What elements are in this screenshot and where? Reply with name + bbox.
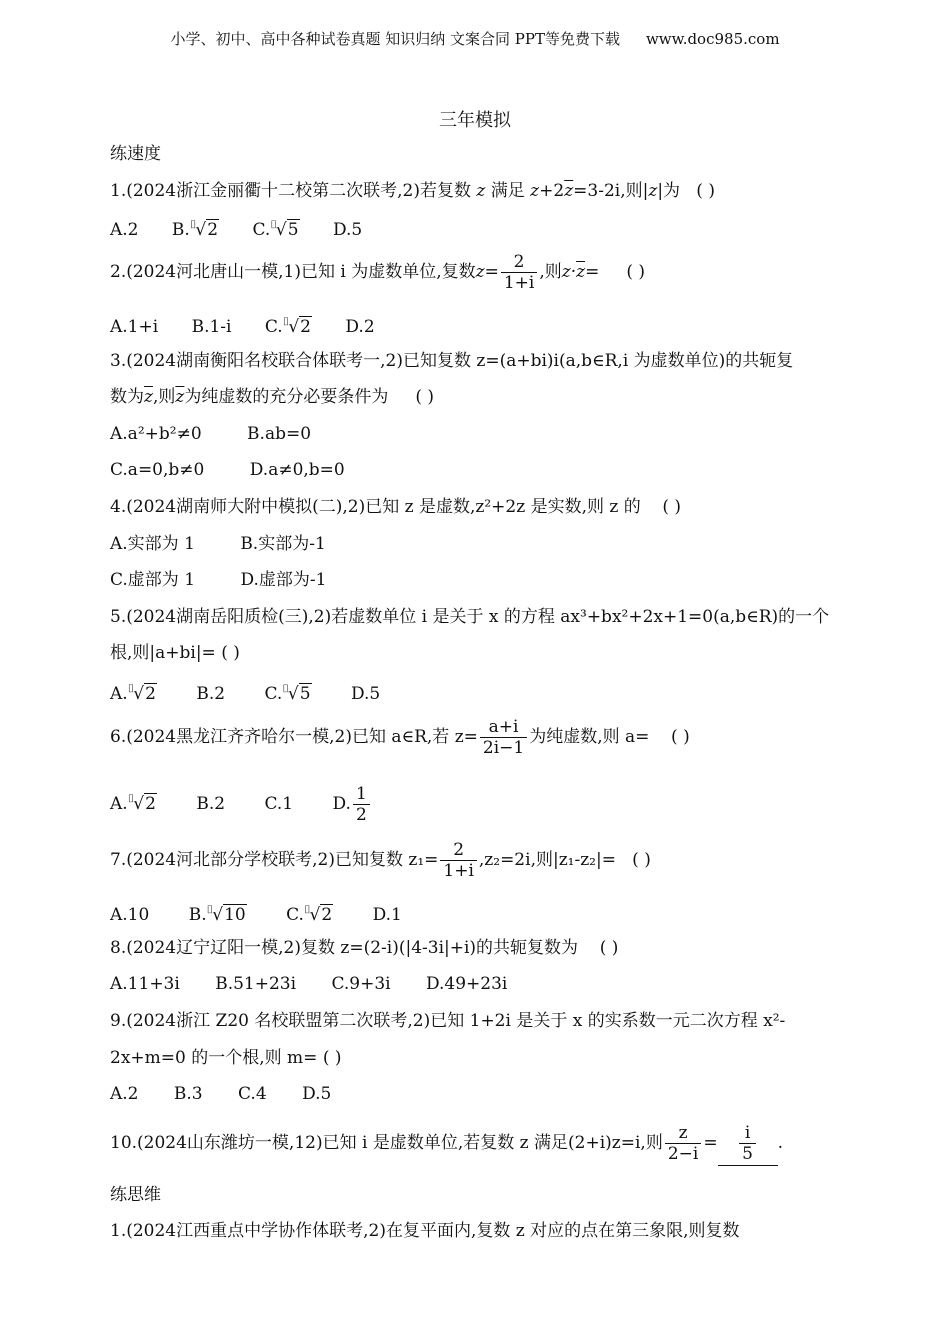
q10-answer-blank[interactable]: $\frac{i}{5}$	[718, 1121, 778, 1166]
q9-options	[110, 1083, 331, 1105]
q6-option-d[interactable]: D. $\frac{1}{2}$	[333, 782, 372, 826]
q7-option-d[interactable]: D.1	[372, 905, 402, 925]
q4-options-row1	[110, 533, 326, 555]
q3-option-b[interactable]: B.ab=0	[247, 424, 312, 444]
q4-option-a[interactable]: A.实部为 1	[110, 534, 195, 554]
q6-paren: ( )	[671, 727, 690, 747]
q3-line2: 数为$\overline{z}$,则$\overline{z}$为纯虚数的充分必要条件为 ( )	[110, 387, 435, 407]
q3-option-d[interactable]: D.a≠0,b=0	[249, 460, 345, 480]
q4-option-c[interactable]: C.虚部为 1	[110, 570, 196, 590]
q3-options-row2	[110, 459, 345, 481]
page-title: 三年模拟	[439, 110, 511, 131]
q6-option-c[interactable]: C.1	[264, 794, 294, 814]
q6-option-a[interactable]: A.⌷√2	[110, 792, 156, 814]
q9-paren: ( )	[322, 1048, 342, 1068]
q8-paren: ( )	[599, 938, 619, 958]
q1-paren: ( )	[696, 181, 715, 201]
q9-line1: 9.(2024浙江 Z20 名校联盟第二次联考,2)已知 1+2i 是关于 x 的实系数一元二次方程 x²-	[110, 1011, 786, 1031]
q5-option-b[interactable]: B.2	[196, 684, 226, 704]
q10-stem: 10.(2024山东潍坊一模,12)已知 i 是虚数单位,若复数 z 满足(2+i)z=i,则 $\frac{z}{2-i}$ = $\frac{i}{5}$ .	[110, 1123, 783, 1164]
q6-fraction: $\frac{a+i}{2i-1}$	[480, 717, 527, 758]
q7-option-c[interactable]: C.⌷√2	[286, 903, 333, 925]
q6-option-b[interactable]: B.2	[196, 794, 226, 814]
q1-stem: 1.(2024浙江金丽衢十二校第二次联考,2)若复数 z 满足 $z+2\overline{z}=3-2i$,则|z|为 ( )	[110, 181, 715, 201]
q4-options-row2	[110, 569, 326, 591]
q2-options	[110, 311, 375, 338]
section-speed: 练速度	[110, 144, 161, 164]
q9-option-d[interactable]: D.5	[302, 1084, 332, 1104]
q7-option-b[interactable]: B.⌷√10	[188, 903, 246, 925]
q1-options	[110, 214, 362, 241]
q8-option-c[interactable]: C.9+3i	[331, 974, 391, 994]
header-text: 小学、初中、高中各种试卷真题 知识归纳 文案合同 PPT等免费下载	[170, 30, 620, 48]
q3-options-row1	[110, 423, 311, 445]
q1-option-b[interactable]: B.⌷√2	[171, 218, 219, 240]
q7-options	[110, 899, 402, 926]
q7-stem: 7.(2024河北部分学校联考,2)已知复数 z₁= $\frac{2}{1+i}$ ,z₂=2i,则|z₁-z₂|= ( )	[110, 840, 651, 881]
section-thinking: 练思维	[110, 1185, 161, 1205]
q3-line1: 3.(2024湖南衡阳名校联合体联考一,2)已知复数 z=(a+bi)i(a,b∈R,i 为虚数单位)的共轭复	[110, 351, 794, 371]
q10-fraction: $\frac{z}{2-i}$	[665, 1123, 702, 1164]
q5-option-a[interactable]: A.⌷√2	[110, 682, 156, 704]
q2-fraction: $\frac{2}{1+i}$	[501, 252, 538, 293]
q9-line2: 2x+m=0 的一个根,则 m= ( )	[110, 1048, 342, 1068]
q6-stem: 6.(2024黑龙江齐齐哈尔一模,2)已知 a∈R,若 z= $\frac{a+i}{2i-1}$ 为纯虚数,则 a= ( )	[110, 717, 690, 758]
q8-stem: 8.(2024辽宁辽阳一模,2)复数 z=(2-i)(|4-3i|+i)的共轭复数为 ( )	[110, 938, 619, 958]
q7-fraction: $\frac{2}{1+i}$	[440, 840, 477, 881]
q2-paren: ( )	[626, 262, 646, 282]
q2-option-a[interactable]: A.1+i	[110, 317, 159, 337]
q7-paren: ( )	[632, 850, 651, 870]
q5-line1: 5.(2024湖南岳阳质检(三),2)若虚数单位 i 是关于 x 的方程 ax³+bx²+2x+1=0(a,b∈R)的一个	[110, 607, 830, 627]
q4-paren: ( )	[662, 497, 682, 517]
q8-option-d[interactable]: D.49+23i	[426, 974, 508, 994]
q2-option-d[interactable]: D.2	[345, 317, 375, 337]
q1-option-d[interactable]: D.5	[333, 220, 363, 240]
q4-option-b[interactable]: B.实部为-1	[240, 534, 326, 554]
q5-option-d[interactable]: D.5	[351, 684, 381, 704]
q1-option-c[interactable]: C.⌷√5	[252, 218, 299, 240]
q9-option-b[interactable]: B.3	[173, 1084, 203, 1104]
q8-options	[110, 973, 507, 995]
page-header	[0, 28, 950, 49]
q7-option-a[interactable]: A.10	[110, 905, 150, 925]
q8-option-b[interactable]: B.51+23i	[215, 974, 297, 994]
q5-option-c[interactable]: C.⌷√5	[264, 682, 311, 704]
t1-line1: 1.(2024江西重点中学协作体联考,2)在复平面内,复数 z 对应的点在第三象限,则复数	[110, 1221, 740, 1241]
q4-stem: 4.(2024湖南师大附中模拟(二),2)已知 z 是虚数,z²+2z 是实数,则 z 的 ( )	[110, 497, 682, 517]
q3-option-c[interactable]: C.a=0,b≠0	[110, 460, 205, 480]
q3-option-a[interactable]: A.a²+b²≠0	[110, 424, 202, 444]
q5-line2: 根,则|a+bi|= ( )	[110, 643, 240, 663]
header-site[interactable]: www.doc985.com	[645, 30, 780, 48]
q5-paren: ( )	[221, 643, 240, 663]
q5-options	[110, 678, 380, 705]
q2-option-b[interactable]: B.1-i	[191, 317, 232, 337]
q1-option-a[interactable]: A.2	[110, 220, 139, 240]
q2-stem: 2.(2024河北唐山一模,1)已知 i 为虚数单位,复数z= $\frac{2}{1+i}$ ,则$z\cdot\overline{z}=$ ( )	[110, 252, 646, 293]
q8-option-a[interactable]: A.11+3i	[110, 974, 180, 994]
q4-option-d[interactable]: D.虚部为-1	[240, 570, 327, 590]
q9-option-c[interactable]: C.4	[238, 1084, 267, 1104]
q6-options	[110, 777, 372, 826]
q3-paren: ( )	[415, 387, 435, 407]
q2-option-c[interactable]: C.⌷√2	[264, 315, 311, 337]
q9-option-a[interactable]: A.2	[110, 1084, 139, 1104]
